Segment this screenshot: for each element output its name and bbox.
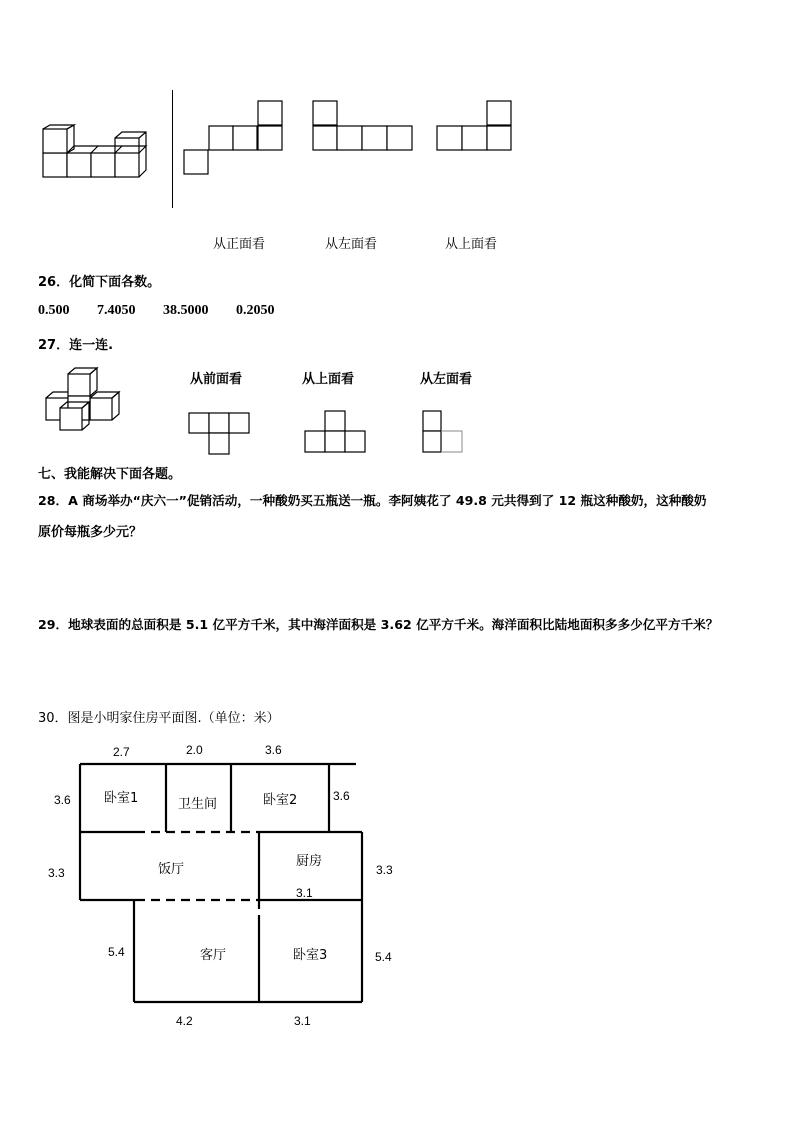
dim-top-right: 3.6 — [265, 743, 282, 757]
room-bedroom-1: 卧室1 — [104, 791, 139, 806]
dim-right-bottom: 5.4 — [375, 950, 392, 964]
room-dining: 饭厅 — [158, 862, 185, 877]
view-label-top: 从上面看 — [445, 237, 498, 252]
q28-line-2: 原价每瓶多少元？ — [38, 525, 143, 540]
q26-number-1: 0.500 — [38, 303, 70, 318]
dim-right-mid: 3.3 — [376, 863, 393, 877]
room-living: 客厅 — [200, 948, 227, 963]
q27-prompt: 27．连一连. — [38, 338, 114, 353]
q27-view-left: 从左面看 — [420, 372, 473, 387]
room-bedroom-3: 卧室3 — [293, 948, 328, 963]
dim-top-mid: 2.0 — [186, 743, 203, 757]
dim-bottom-left: 4.2 — [176, 1014, 193, 1028]
view-label-left: 从左面看 — [325, 237, 378, 252]
q26-number-3: 38.5000 — [163, 303, 209, 318]
q26-prompt: 26．化简下面各数。 — [38, 275, 161, 290]
q26-number-4: 0.2050 — [236, 303, 275, 318]
q28-line-1: 28．A 商场举办“庆六一”促销活动，一种酸奶买五瓶送一瓶。李阿姨花了 49.8 元共得到了 12 瓶这种酸奶，这种酸奶 — [38, 493, 707, 508]
q27-view-top: 从上面看 — [302, 372, 355, 387]
dim-left-bottom: 5.4 — [108, 945, 125, 959]
dim-bottom-right: 3.1 — [294, 1014, 311, 1028]
room-bathroom: 卫生间 — [178, 797, 218, 812]
q29-text: 29．地球表面的总面积是 5.1 亿平方千米，其中海洋面积是 3.62 亿平方千米。海洋面积比陆地面积多多少亿平方千米？ — [38, 617, 719, 632]
q27-view-front: 从前面看 — [190, 372, 243, 387]
room-kitchen: 厨房 — [296, 854, 323, 869]
dim-top-left: 2.7 — [113, 745, 130, 759]
q26-number-2: 7.4050 — [97, 303, 136, 318]
dim-left-mid: 3.3 — [48, 866, 65, 880]
dim-left-top: 3.6 — [54, 793, 71, 807]
q30-prompt: 30．图是小明家住房平面图.（单位：米） — [38, 711, 280, 726]
room-bedroom-2: 卧室2 — [263, 793, 298, 808]
section-7-heading: 七、我能解决下面各题。 — [38, 467, 182, 482]
view-label-front: 从正面看 — [213, 237, 266, 252]
dim-right-top: 3.6 — [333, 789, 350, 803]
dim-kitchen-bottom: 3.1 — [296, 886, 313, 900]
